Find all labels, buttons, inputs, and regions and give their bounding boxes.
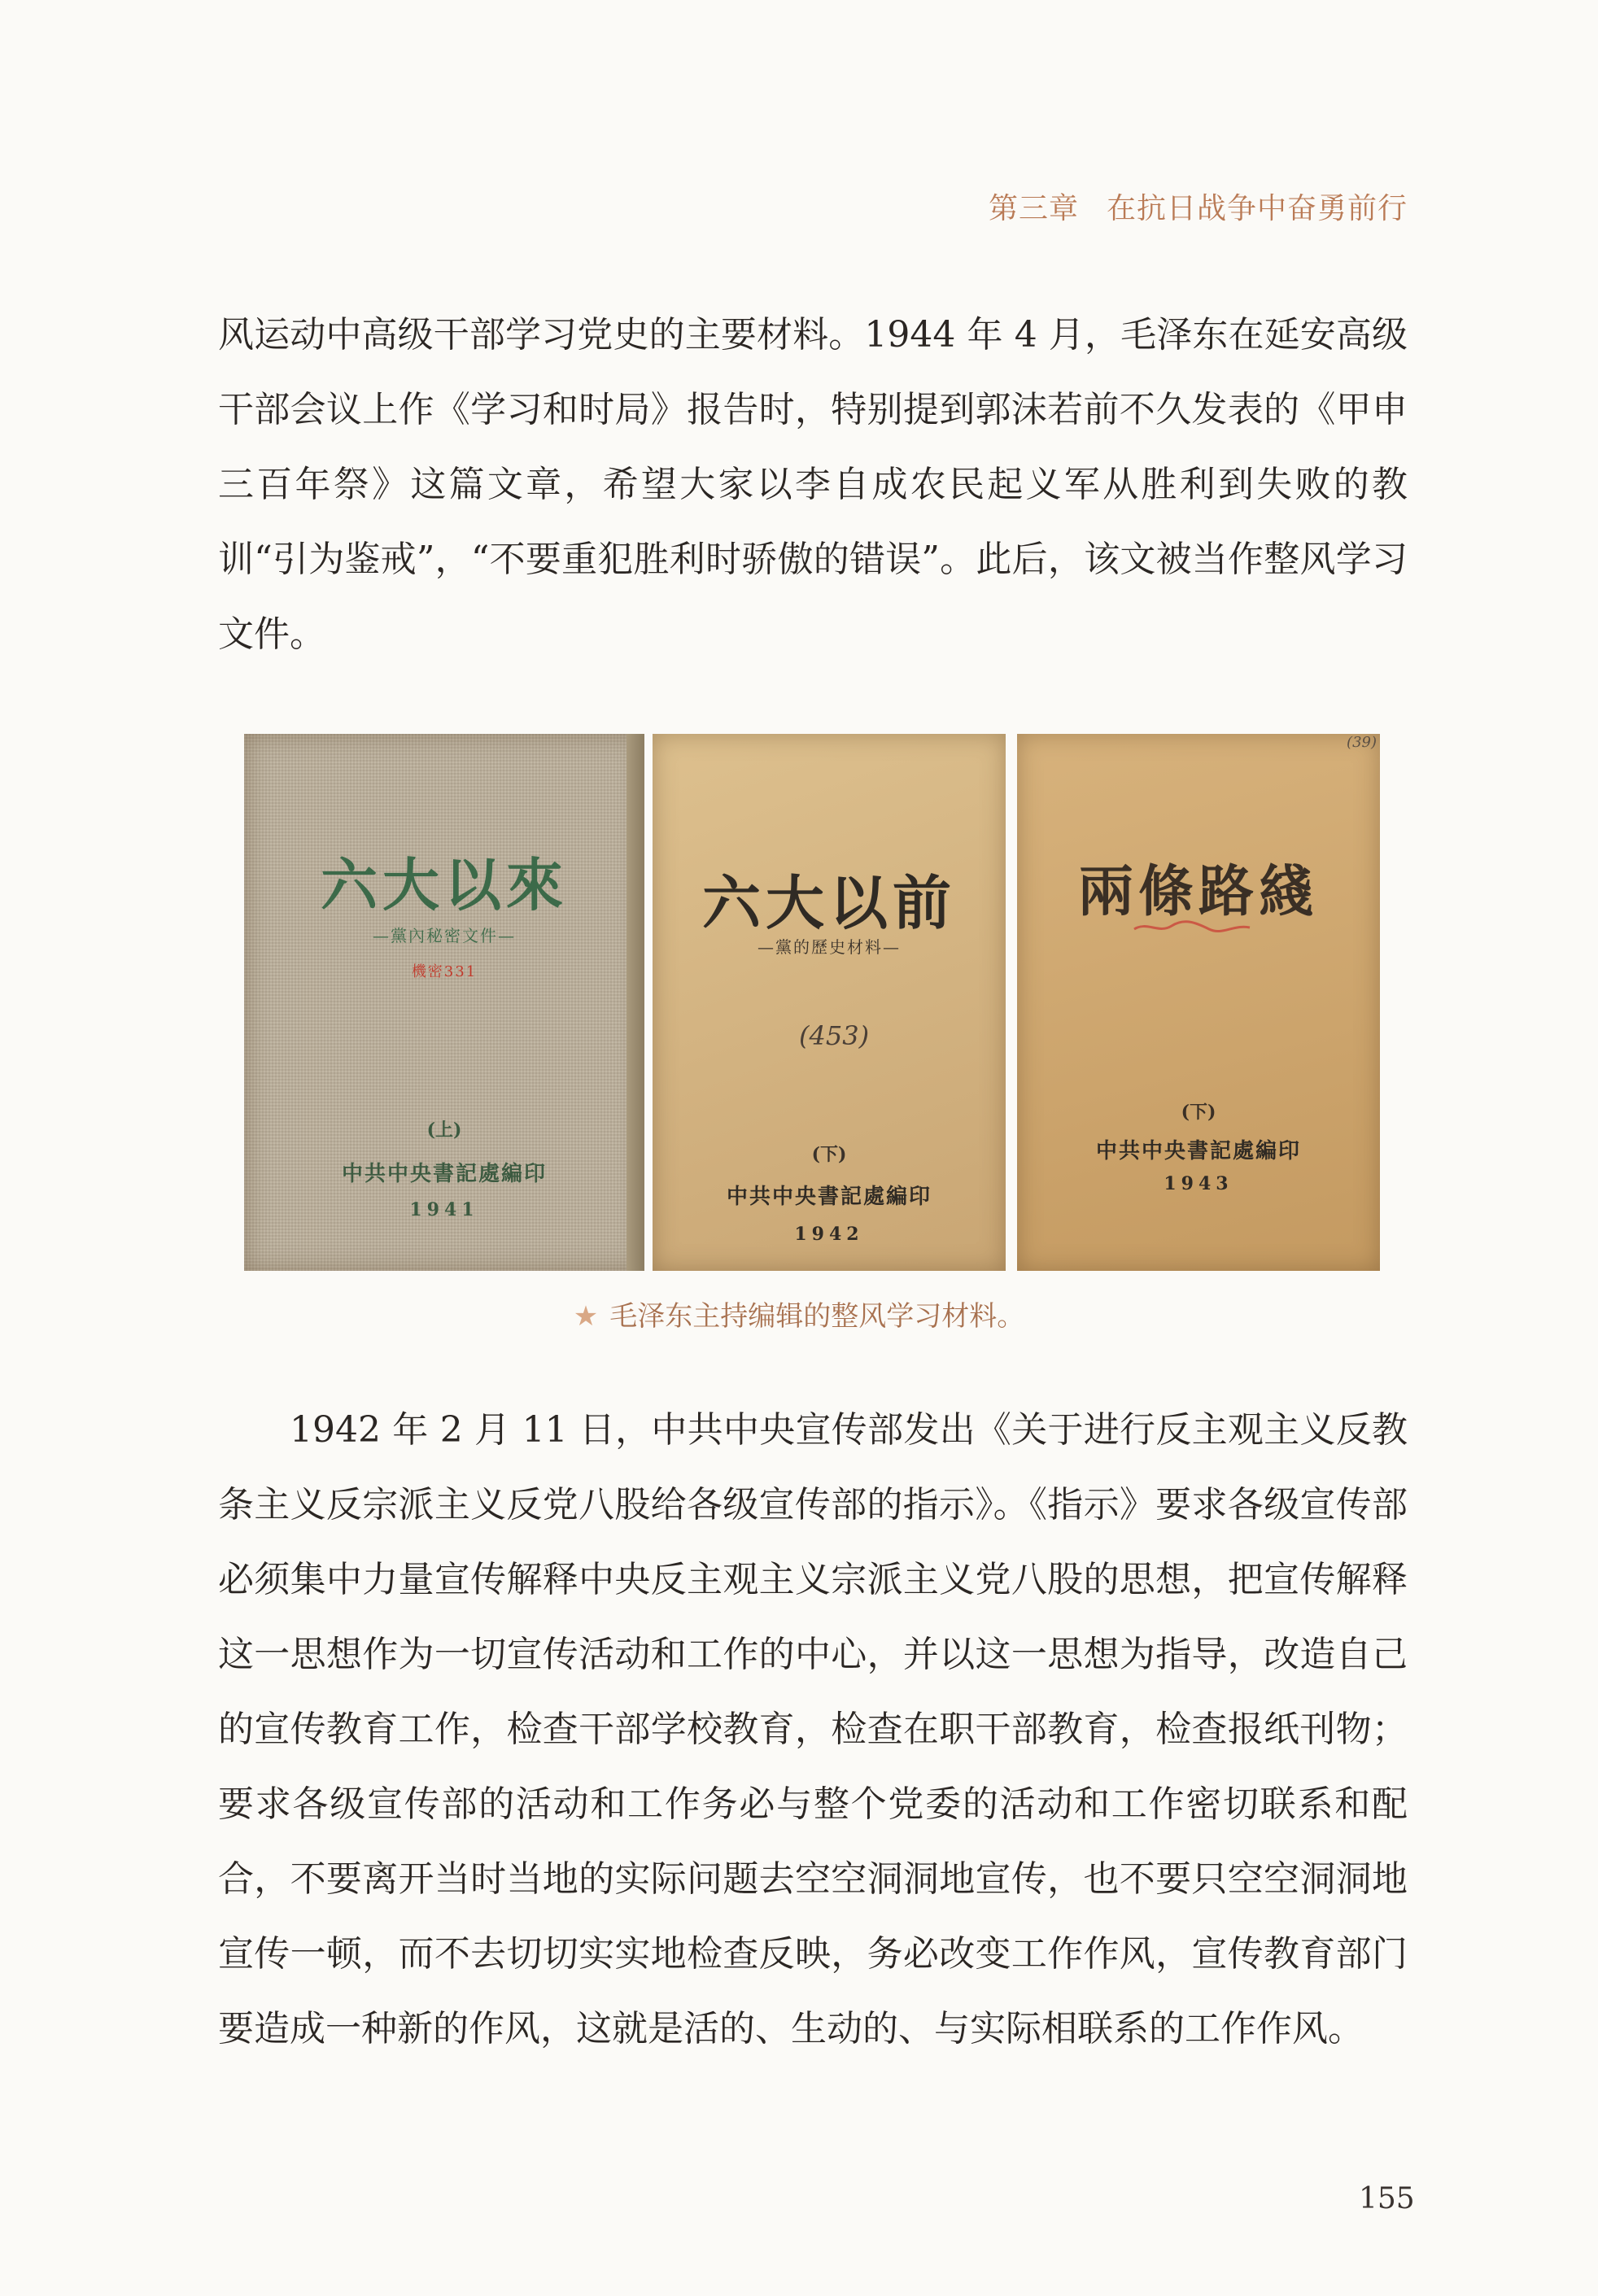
figure-caption bbox=[0, 1294, 1598, 1334]
book-volume: (下) bbox=[1181, 1102, 1216, 1123]
chapter-title: 在抗日战争中奋勇前行 bbox=[1106, 192, 1408, 225]
book-year: 1943 bbox=[1164, 1173, 1233, 1194]
running-header bbox=[976, 186, 1408, 227]
pencil-mark: (39) bbox=[1347, 734, 1377, 751]
caption-text: 毛泽东主持编辑的整风学习材料。 bbox=[609, 1300, 1025, 1333]
page-number: 155 bbox=[1359, 2182, 1415, 2215]
book-volume: (下) bbox=[811, 1144, 847, 1165]
book-title: 兩條路綫 bbox=[1077, 860, 1319, 924]
book-cover-liuda-yiqian bbox=[653, 734, 1006, 1271]
book-publisher: 中共中央書記處編印 bbox=[341, 1162, 547, 1186]
book-publisher: 中共中央書記處編印 bbox=[726, 1185, 932, 1209]
book-year: 1942 bbox=[794, 1224, 864, 1245]
book-cover-liangtiao-luxian bbox=[1017, 734, 1380, 1271]
book-title: 六大以前 bbox=[701, 869, 956, 937]
book-title: 六大以來 bbox=[321, 852, 568, 919]
book-volume: (上) bbox=[426, 1120, 462, 1141]
book-cover-liuda-yilai bbox=[244, 734, 644, 1271]
book-publisher: 中共中央書記處編印 bbox=[1095, 1139, 1301, 1163]
body-paragraph-2: 1942 年 2 月 11 日，中共中央宣传部发出《关于进行反主观主义反教条主义反宗派主义反党八股给各级宣传部的指示》。《指示》要求各级宣传部必须集中力量宣传解释中央反主观主义宗派主义党八股的思想，把宣传解释这一思想作为一切宣传活动和工作的中心，并以这一思想为指导，改造自己的宣传教育工作，检查干部学校教育，检查在职干部教育，检查报纸刊物；要求各级宣传部的活动和工作务必与整个党委的活动和工作密切联系和配合，不要离开当时当地的实际问题去空空洞洞地宣传，也不要只空空洞洞地宣传一顿，而不去切切实实地检查反映，务必改变工作作风，宣传教育部门要造成一种新的作风，这就是活的、生动的、与实际相联系的工作作风。 bbox=[218, 1409, 1408, 2049]
red-scribble-mark bbox=[1131, 916, 1253, 937]
red-stamp: 機密331 bbox=[411, 963, 478, 980]
body-paragraph-1: 风运动中高级干部学习党史的主要材料。1944 年 4 月，毛泽东在延安高级干部会议上作《学习和时局》报告时，特别提到郭沫若前不久发表的《甲申三百年祭》这篇文章，希望大家以李自成农民起义军从胜利到失败的教训“引为鉴戒”，“不要重犯胜利时骄傲的错误”。此后，该文被当作整风学习文件。 bbox=[218, 314, 1408, 655]
figure-book-covers bbox=[244, 734, 1380, 1271]
book-subtitle: —黨內秘密文件— bbox=[373, 926, 516, 945]
star-icon: ★ bbox=[573, 1300, 599, 1333]
book-subtitle: —黨的歷史材料— bbox=[758, 937, 901, 957]
handwritten-number: (453) bbox=[799, 1020, 870, 1051]
chapter-number: 第三章 bbox=[988, 192, 1079, 225]
book-year: 1941 bbox=[409, 1199, 479, 1220]
